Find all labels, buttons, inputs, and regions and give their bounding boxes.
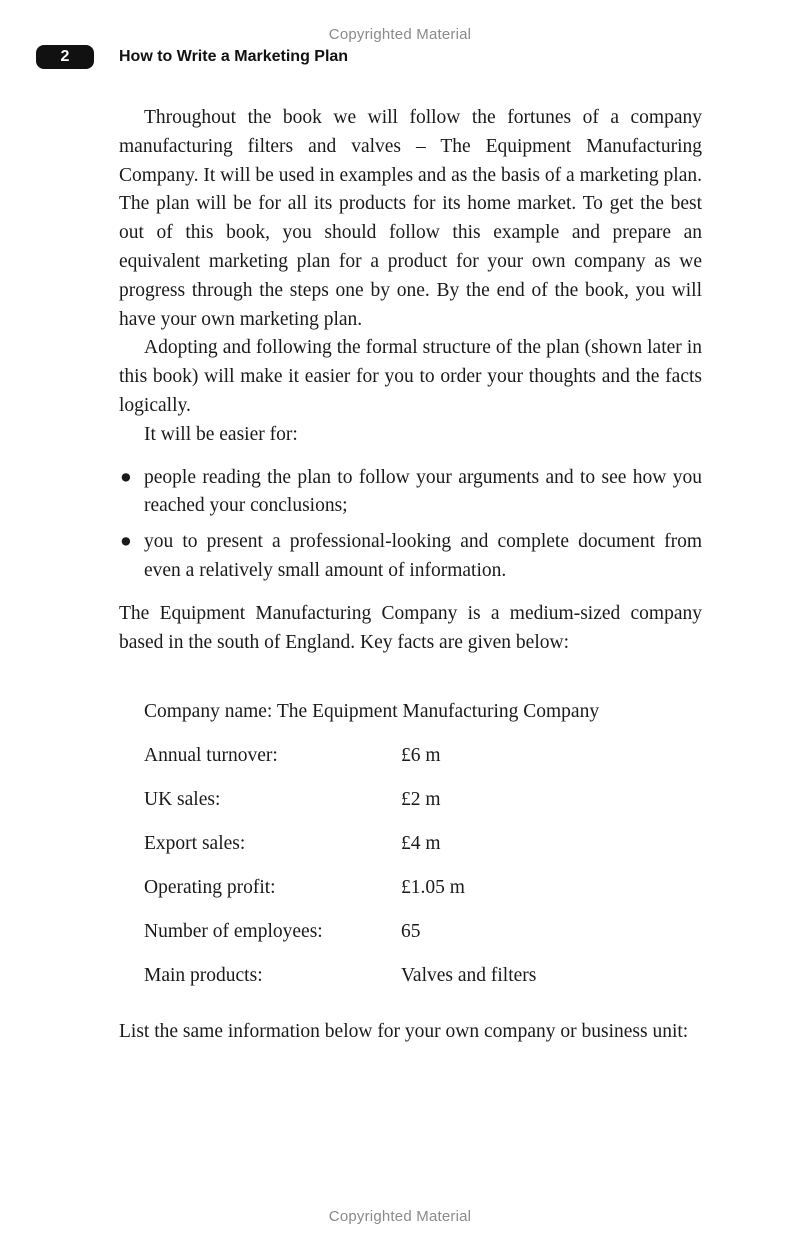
bullet-list [119, 464, 702, 586]
fact-label: Operating profit: [144, 877, 276, 899]
fact-row [144, 918, 702, 947]
company-facts [119, 698, 702, 991]
fact-value: £2 m [401, 789, 441, 811]
fact-value: 65 [401, 921, 421, 943]
page-header [36, 45, 348, 69]
fact-row [144, 786, 702, 815]
fact-row [144, 962, 702, 991]
running-title: How to Write a Marketing Plan [119, 48, 349, 65]
bullet-item [119, 464, 702, 522]
fact-label: UK sales: [144, 789, 221, 811]
fact-row [144, 874, 702, 903]
bullet-text: you to present a professional-looking and complete document from even a relatively small amount of information. [144, 531, 702, 581]
copyright-watermark-bottom: Copyrighted Material [328, 1208, 472, 1225]
company-intro-paragraph: The Equipment Manufacturing Company is a medium-sized company based in the south of England. Key facts are given below: [119, 602, 702, 653]
fact-label: Annual turnover: [144, 745, 278, 767]
fact-value: Valves and filters [401, 965, 537, 987]
copyright-watermark-top: Copyrighted Material [328, 26, 472, 43]
fact-value: £6 m [401, 745, 441, 767]
fact-label: Export sales: [144, 833, 246, 855]
body-paragraph: Throughout the book we will follow the fortunes of a company manufacturing filters and valves – The Equipment Manufacturing Company. It will be used in examples and as the basis of a marketing plan. The plan will be for all its products for its home market. To get the best out of this book, you should follow this example and prepare an equivalent marketing plan for a product for your own company as we progress through the steps one by one. By the end of the book, you will have your own marketing plan. [119, 107, 702, 330]
body-paragraph: It will be easier for: [144, 423, 298, 445]
page-number-badge: 2 [36, 45, 94, 69]
closing-paragraph: List the same information below for your own company or business unit: [119, 1021, 689, 1043]
fact-row [144, 830, 702, 859]
page-body [119, 104, 702, 1047]
fact-value: £1.05 m [401, 877, 465, 899]
bullet-item [119, 528, 702, 586]
fact-row [144, 742, 702, 771]
bullet-dot-icon: ● [120, 466, 132, 488]
bullet-text: people reading the plan to follow your arguments and to see how you reached your conclusions; [144, 466, 702, 517]
bullet-dot-icon: ● [120, 531, 132, 553]
fact-label: Number of employees: [144, 921, 323, 943]
body-paragraph: Adopting and following the formal structure of the plan (shown later in this book) will make it easier for you to order your thoughts and the facts logically. [119, 337, 702, 416]
fact-label: Main products: [144, 965, 263, 987]
company-name-line: Company name: The Equipment Manufacturing Company [144, 701, 600, 723]
fact-value: £4 m [401, 833, 441, 855]
